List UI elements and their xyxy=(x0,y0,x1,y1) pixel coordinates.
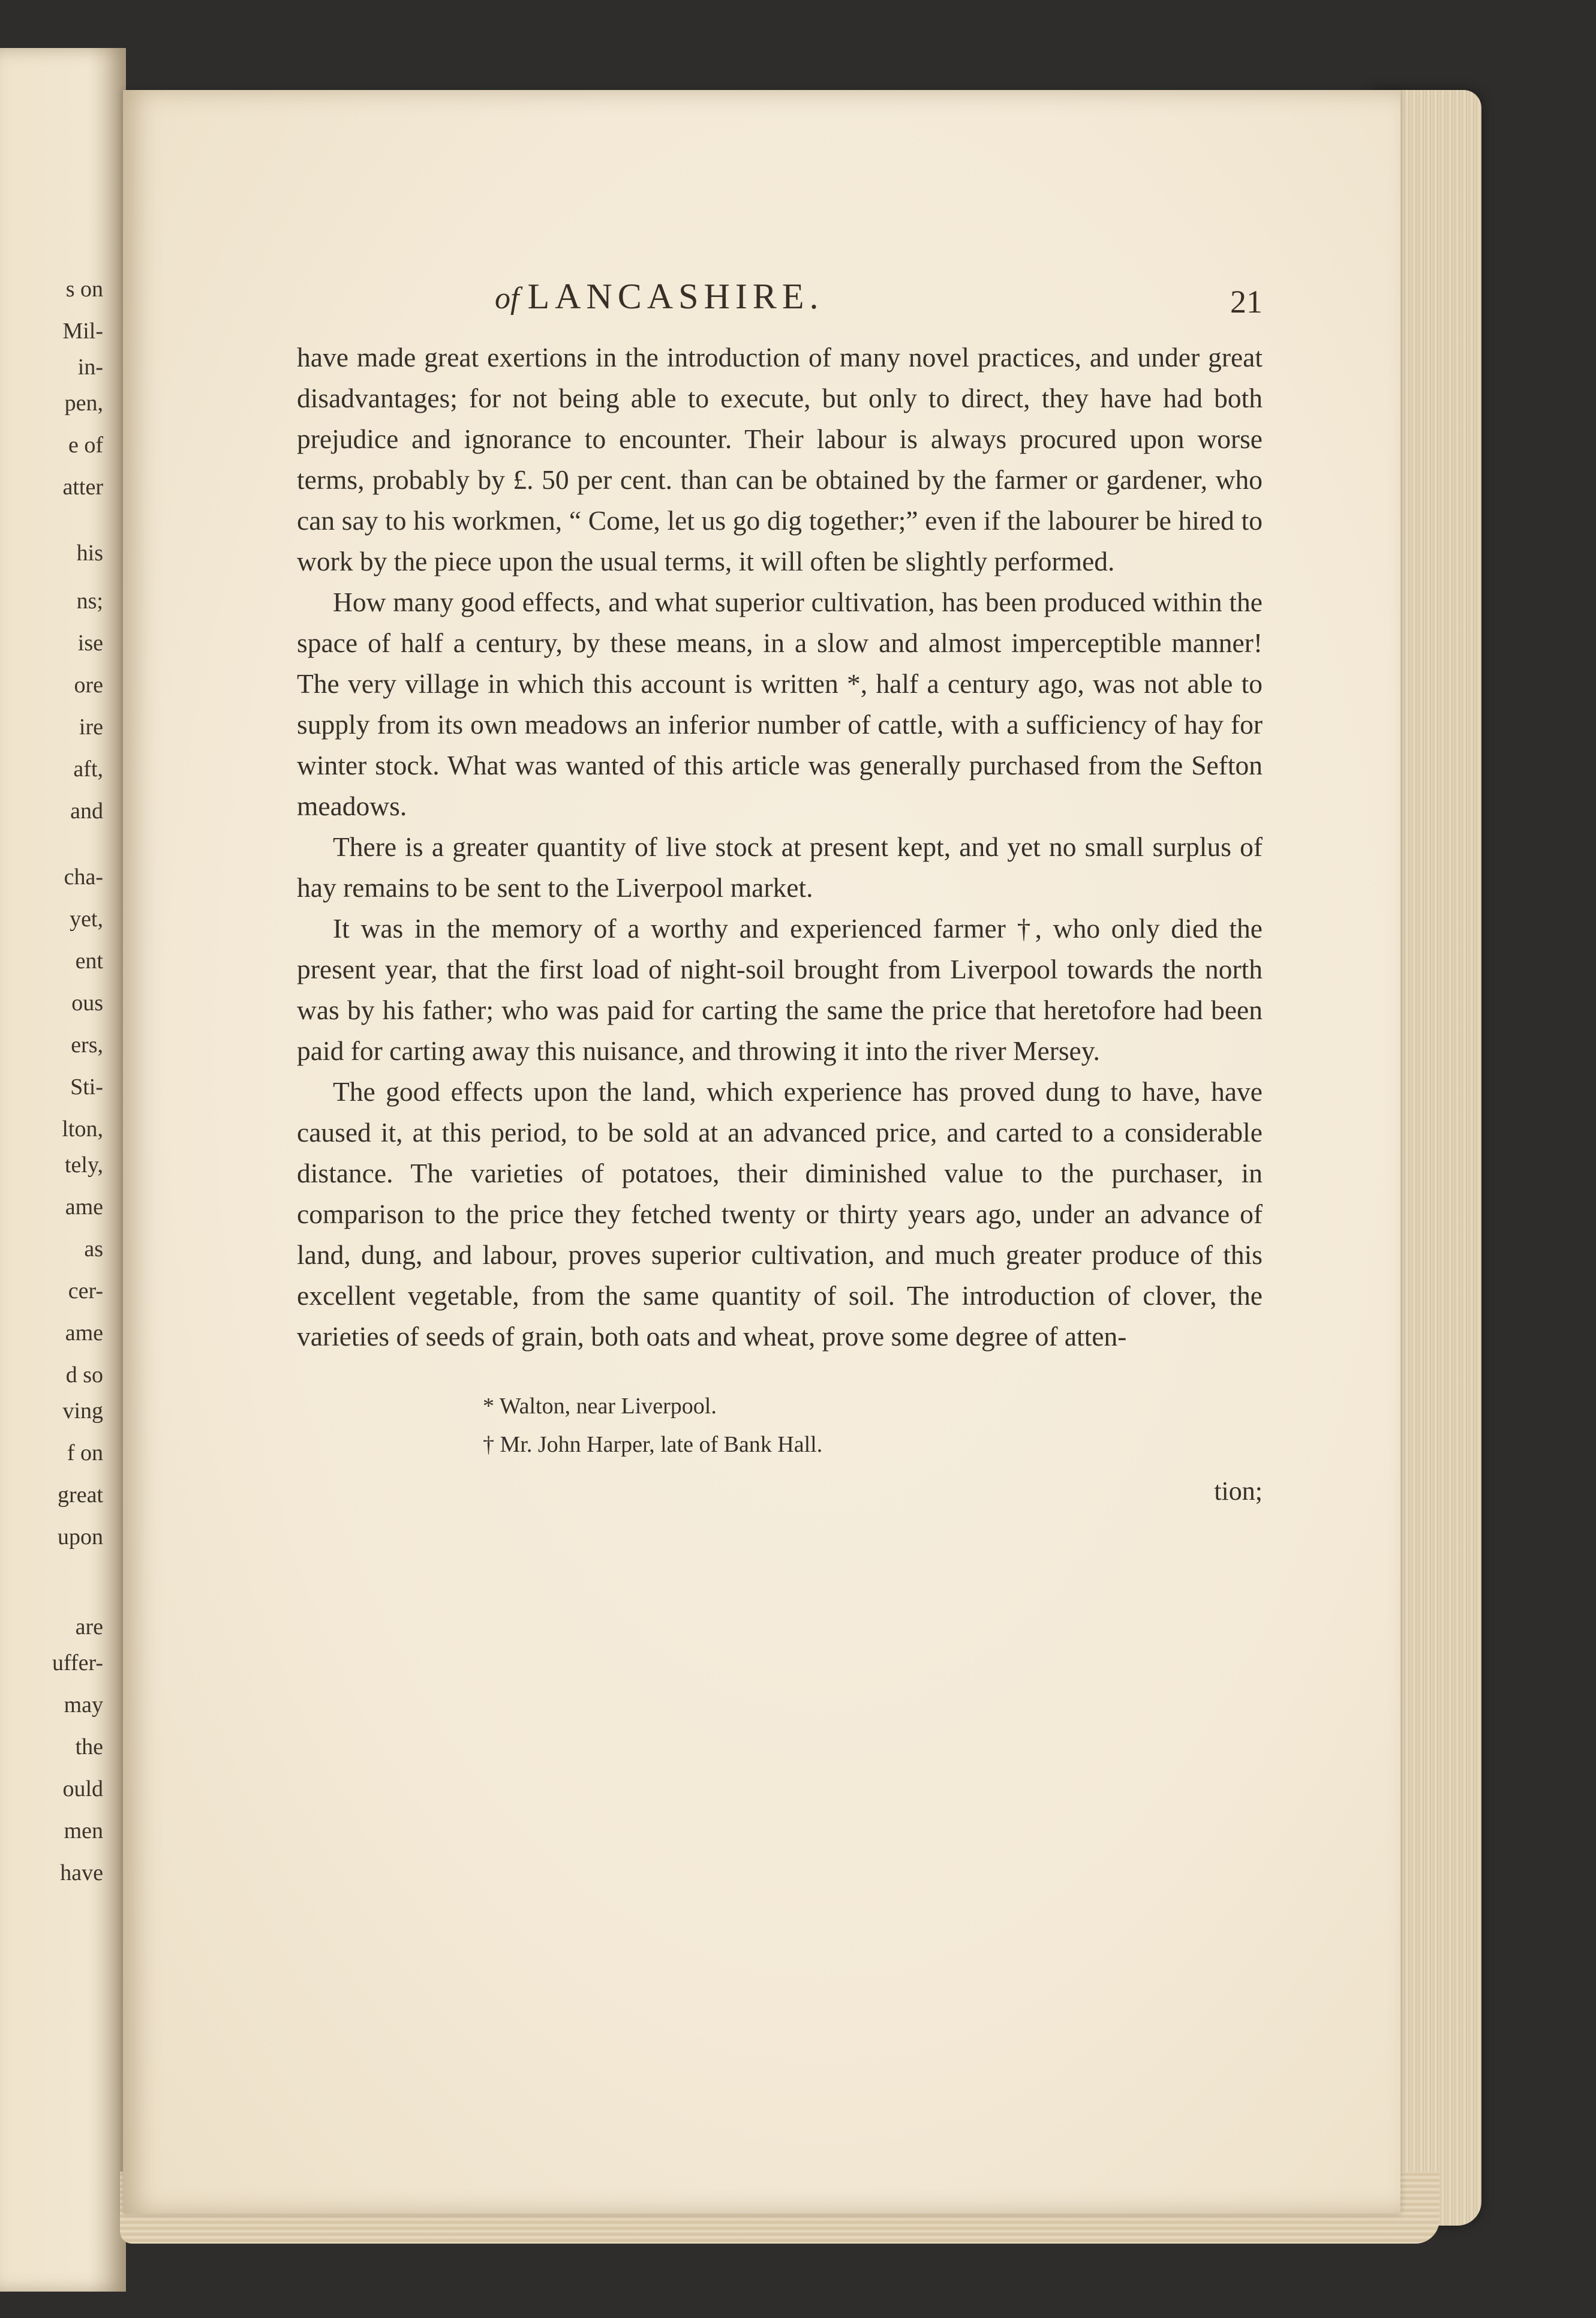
facing-page-fragment: have xyxy=(60,1860,103,1885)
facing-page-fragment: in- xyxy=(77,355,103,380)
facing-page-fragment: f on xyxy=(67,1440,103,1466)
paragraph: The good effects upon the land, which experience has proved dung to have, have caused it, at this period, to be sold at an advanced price, and carted to a considerable distance. The varieties of potatoes, their diminished value to the purchaser, in comparison to the price they fetched twenty or thirty years ago, under an advance of land, dung, and labour, proves superior cultivation, and much greater produce of this excellent vegetable, from the same quantity of soil. The introduction of clover, the varieties of seeds of grain, both oats and wheat, prove some degree of atten- xyxy=(297,1076,1263,1352)
book-page xyxy=(123,90,1400,2214)
running-title-prefix: of xyxy=(495,281,519,316)
facing-page-fragment: his xyxy=(76,541,103,566)
facing-page-fragment: upon xyxy=(58,1524,103,1550)
facing-page-fragment: may xyxy=(64,1692,103,1718)
facing-page-fragment: men xyxy=(64,1818,103,1843)
facing-page-fragment: ous xyxy=(71,990,103,1016)
facing-page-fragment: aft, xyxy=(73,756,103,782)
facing-page-fragment: ent xyxy=(75,948,103,974)
facing-page-fragment: great xyxy=(58,1482,103,1508)
facing-page-fragment: yet, xyxy=(70,906,103,932)
text-block xyxy=(297,270,1263,1506)
page-number: 21 xyxy=(1230,284,1263,320)
facing-page-fragment: uffer- xyxy=(52,1650,103,1676)
facing-page-fragment: ving xyxy=(62,1398,103,1424)
paragraph: How many good effects, and what superior cultivation, has been produced within the space of half a century, by these means, in a slow and almost imperceptible manner! The very village in which this account is written *, half a century ago, was not able to supply from its own meadows an inferior number of cattle, with a sufficiency of hay for winter stock. What was wanted of this article was generally purchased from the Sefton meadows. xyxy=(297,587,1263,821)
facing-page-fragment: are xyxy=(75,1614,103,1640)
facing-page-edge xyxy=(0,48,126,2292)
facing-page-fragment: the xyxy=(75,1734,103,1759)
facing-page-fragment: e of xyxy=(68,433,103,458)
footnote: * Walton, near Liverpool. xyxy=(483,1394,717,1419)
running-title-text: LANCASHIRE. xyxy=(527,277,824,316)
facing-page-fragment: ise xyxy=(77,630,103,656)
facing-page-fragment: Sti- xyxy=(70,1074,103,1100)
facing-page-fragment: as xyxy=(84,1236,103,1262)
body-text xyxy=(297,337,1263,1357)
facing-page-fragment: lton, xyxy=(62,1116,103,1142)
facing-page-fragment: s on xyxy=(65,277,103,302)
paragraph: It was in the memory of a worthy and experienced farmer †, who only died the present year, that the first load of night-soil brought from Liverpool towards the north was by his father; who was paid for carting the same the price that heretofore had been paid for carting away this nuisance, and throwing it into the river Mersey. xyxy=(297,913,1263,1066)
facing-page-fragment: ould xyxy=(62,1776,103,1801)
facing-page-fragment: atter xyxy=(62,475,103,500)
facing-page-fragment: cer- xyxy=(68,1278,103,1304)
facing-page-fragment: cha- xyxy=(64,864,103,890)
facing-page-fragment: pen, xyxy=(64,391,103,416)
facing-page-fragment: ers, xyxy=(71,1032,103,1058)
facing-page-fragment: ns; xyxy=(76,588,103,614)
facing-page-fragment: ore xyxy=(74,672,103,698)
facing-page-fragment: ame xyxy=(65,1194,103,1220)
facing-page-fragment: and xyxy=(70,798,103,824)
facing-page-fragment: d so xyxy=(65,1362,103,1388)
footnotes xyxy=(297,1387,1263,1464)
facing-page-fragment: tely, xyxy=(64,1152,103,1178)
facing-page-fragment: ire xyxy=(79,714,103,740)
facing-page-fragment: ame xyxy=(65,1320,103,1346)
catchword: tion; xyxy=(1214,1476,1263,1506)
paragraph: There is a greater quantity of live stock at present kept, and yet no small surplus of hay remains to be sent to the Liverpool market. xyxy=(297,831,1263,903)
facing-page-fragment: Mil- xyxy=(62,319,103,344)
running-head xyxy=(297,270,1263,324)
running-title xyxy=(495,276,823,317)
paragraph: have made great exertions in the introduction of many novel practices, and under great disadvantages; for not being able to execute, but only to direct, they have had both prejudice and ignorance to encounter. Their labour is always procured upon worse terms, probably by £. 50 per cent. than can be obtained by the farmer or gardener, who can say to his workmen, “ Come, let us go dig together;” even if the labourer be hired to work by the piece upon the usual terms, it will often be slightly performed. xyxy=(297,342,1263,577)
footnote: † Mr. John Harper, late of Bank Hall. xyxy=(483,1432,823,1457)
